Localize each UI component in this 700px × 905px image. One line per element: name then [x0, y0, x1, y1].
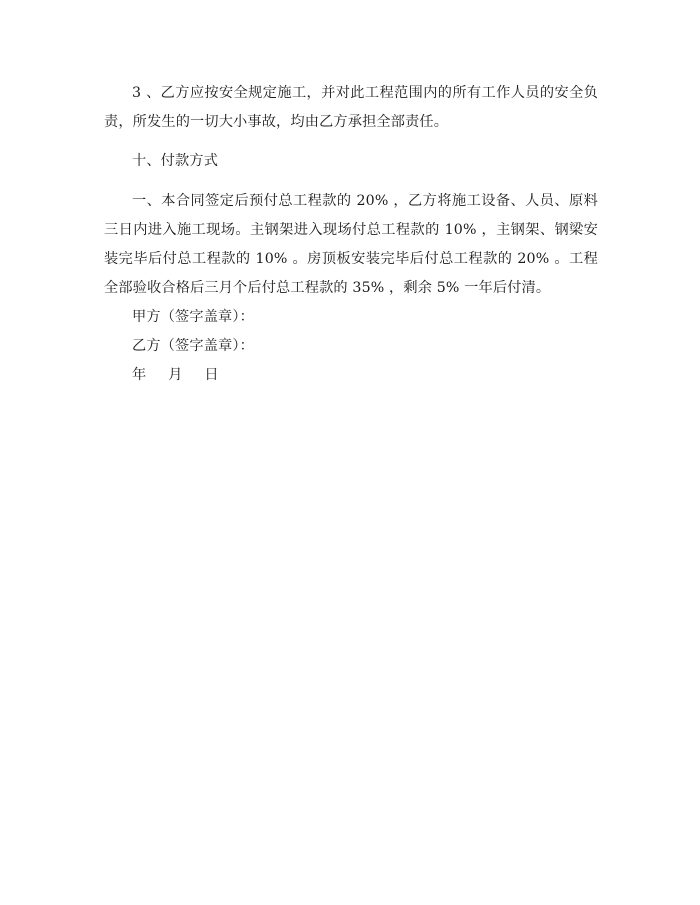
party-a-signature-line: 甲方（签字盖章）：: [132, 309, 254, 325]
date-line: [104, 361, 598, 390]
date-day-label: 日: [204, 367, 219, 383]
clause-3-paragraph: 3 、乙方应按安全规定施工，并对此工程范围内的所有工作人员的安全负责，所发生的一切大小事故，均由乙方承担全部责任。: [104, 85, 598, 130]
payment-clause-paragraph: 一、本合同签定后预付总工程款的 20% ，乙方将施工设备、人员、原料三日内进入施工现场。主钢架进入现场付总工程款的 10% ，主钢架、钢梁安装完毕后付总工程款的 10% 。房顶板安装完毕后付总工程款的 20% 。工程全部验收合格后三月个后付总工程款的 35% ，剩余 5% 一年后付清。: [104, 193, 598, 296]
date-month-label: 月: [168, 367, 183, 383]
date-year-label: 年: [132, 367, 147, 383]
document-body: [104, 79, 598, 390]
party-b-signature-line: 乙方（签字盖章）：: [132, 338, 254, 354]
section-title-payment-terms: 十、付款方式: [132, 153, 219, 169]
